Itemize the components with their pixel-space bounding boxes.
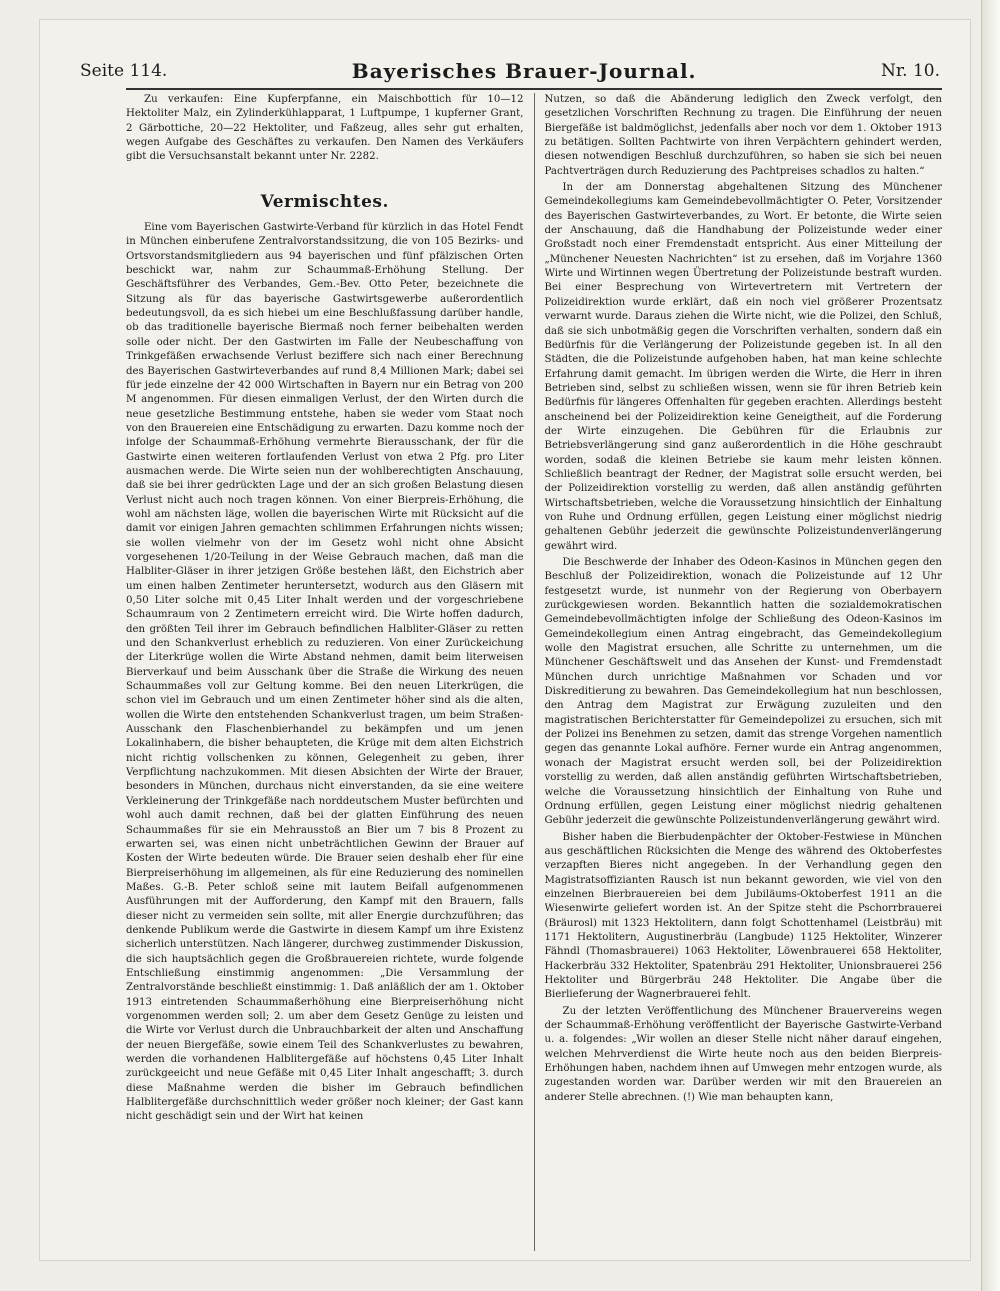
article-paragraph: Nutzen, so daß die Abänderung lediglich den Zweck verfolgt, den gesetzlichen Vorschriften Rechnung zu tragen. Die Einführung der neuen Biergefäße ist baldmöglichst, jedenfalls aber noch vor dem 1. Oktober 1913 zu betätigen. Sollten Pachtwirte von ihren Verpächtern gehindert werden, diesen notwendigen Beschluß durchzuführen, so haben sie sich bei neuen Pachtverträgen durch Reduzierung des Pachtpreises schadlos zu halten.“	[544, 94, 942, 177]
article-paragraph: In der am Donnerstag abgehaltenen Sitzung des Münchener Gemeindekollegiums kam Gemeindebevollmächtigter O. Peter, Vorsitzender des Bayerischen Gastwirteverbandes, zu Wort. Er betonte, die Wirte seien der Anschauung, daß die Handhabung der Polizeistunde weder einer Großstadt noch einer Fremdenstadt entspricht. Aus einer Mitteilung der „Münchener Neuesten Nachrichten“ ist zu ersehen, daß im Vorjahre 1360 Wirte und Wirtinnen wegen Übertretung der Polizeistunde bestraft wurden. Bei einer Besprechung von Wirtevertretern mit Vertretern der Polizeidirektion wurde erklärt, daß ein noch viel größerer Prozentsatz verwarnt wurde. Daraus ziehen die Wirte nicht, wie die Polizei, den Schluß, daß sie sich unbotmäßig gegen die Vorschriften verhalten, sondern daß ein Bedürfnis für die Verlängerung der Polizeistunde gegeben ist. In all den Städten, die die Polizeistunde aufgehoben haben, hat man keine schlechte Erfahrung damit gemacht. Im übrigen werden die Wirte, die Herr in ihren Betrieben sind, selbst zu schließen wissen, wenn sie für ihren Betrieb kein Bedürfnis für längeres Offenhalten für gegeben erachten. Allerdings besteht anscheinend bei der Polizeidirektion keine Geneigtheit, auf die Forderung der Wirte einzugehen. Die Gebühren für die Erlaubnis zur Betriebsverlängerung sind ganz außerordentlich in die Höhe geschraubt worden, sodaß die kleinen Betriebe sie kaum mehr leisten können. Schließlich beantragt der Redner, der Magistrat solle ersucht werden, bei der Polizeidirektion vorstellig zu werden, daß allen anständig geführten Wirtschaftsbetrieben, welche die Voraussetzung hinsichtlich der Einhaltung von Ruhe und Ordnung erfüllen, gegen Leistung einer möglichst niedrig gehaltenen Gebühr jederzeit die gewünschte Polizeistundenverlängerung gewährt wird.	[544, 182, 942, 552]
header-rule	[126, 88, 942, 90]
page-header	[80, 56, 940, 86]
section-heading: Vermischtes.	[260, 191, 389, 212]
article-paragraph: Eine vom Bayerischen Gastwirte-Verband für kürzlich in das Hotel Fendt in München einberufene Zentralvorstandssitzung, die von 105 Bezirks- und Ortsvorstandsmitgliedern aus 94 bayerischen und fünf pfälzischen Orten beschickt war, nahm zur Schaummaß-Erhöhung Stellung. Der Geschäftsführer des Verbandes, Gem.-Bev. Otto Peter, bezeichnete die Sitzung als für das bayerische Gastwirtsgewerbe außerordentlich bedeutungsvoll, da es sich hiebei um eine Beschlußfassung darüber handle, ob das traditionelle bayerische Biermaß noch ferner beibehalten werden solle oder nicht. Der den Gastwirten im Falle der Neubeschaffung von Trinkgefäßen erwachsende Verlust beziffere sich nach einer Berechnung des Bayerischen Gastwirteverbandes auf rund 8,4 Millionen Mark; dabei sei für jede einzelne der 42 000 Wirtschaften in Bayern nur ein Betrag von 200 M angenommen. Für diesen einmaligen Verlust, der den Wirten durch die neue gesetzliche Bestimmung entstehe, haben sie weder vom Staat noch von den Brauereien eine Entschädigung zu erwarten. Dazu komme noch der infolge der Schaummaß-Erhöhung vermehrte Bierausschank, der für die Gastwirte einen weiteren fortlaufenden Verlust von etwa 2 Pfg. pro Liter ausmachen werde. Die Wirte seien nun der wohlberechtigten Anschauung, daß sie bei ihrer gedrückten Lage und der an sich großen Belastung diesen Verlust nicht auch noch tragen können. Von einer Bierpreis-Erhöhung, die wohl am nächsten läge, wollen die bayerischen Wirte mit Rücksicht auf die damit vor einigen Jahren gemachten schlimmen Erfahrungen nichts wissen; sie wollen vielmehr von der im Gesetz wohl nicht ohne Absicht vorgesehenen 1/20-Teilung in der Weise Gebrauch machen, daß man die Halbliter-Gläser in ihrer jetzigen Größe bestehen läßt, den Eichstrich aber um einen halben Zentimeter heruntersetzt, wodurch aus den Gläsern mit 0,50 Liter solche mit 0,45 Liter Inhalt werden und der vorgeschriebene Schaumraum von 2 Zentimetern erreicht wird. Die Wirte hoffen dadurch, den größten Teil ihrer im Gebrauch befindlichen Halbliter-Gläser zu retten und den Schankverlust erheblich zu reduzieren. Von einer Zurückeichung der Literkrüge wollen die Wirte Abstand nehmen, damit beim literweisen Bierverkauf und beim Ausschank über die Straße die Wirkung des neuen Schaummaßes voll zur Geltung komme. Bei den neuen Literkrügen, die schon viel im Gebrauch und um einen Zentimeter höher sind als die alten, wollen die Wirte den entstehenden Schankverlust tragen, um beim Straßen-Ausschank den Flaschenbierhandel zu bekämpfen und um jenen Lokalinhabern, die bisher behaupteten, die Krüge mit dem alten Eichstrich nicht richtig vollschenken zu können, Gelegenheit zu geben, ihrer Verpflichtung nachzukommen. Mit diesen Absichten der Wirte der Brauer, besonders in München, durchaus nicht einverstanden, da sie eine weitere Verkleinerung der Trinkgefäße nach norddeutschem Muster befürchten und wohl auch damit rechnen, daß bei der glatten Einführung des neuen Schaummaßes für sie ein Mehrausstoß an Bier um 7 bis 8 Prozent zu erwarten sei, was einen nicht unbeträchtlichen Gewinn der Brauer auf Kosten der Wirte bedeuten würde. Die Brauer seien deshalb eher für eine Bierpreiserhöhung im allgemeinen, als für eine Reduzierung des nominellen Maßes. G.-B. Peter schloß seine mit lautem Beifall aufgenommenen Ausführungen mit der Aufforderung, den Kampf mit den Brauern, falls dieser nicht zu vermeiden sein sollte, mit aller Energie durchzuführen; das denkende Publikum werde die Gastwirte in diesem Kampf um ihre Existenz sicherlich unterstützen. Nach längerer, durchweg zustimmender Diskussion, die sich hauptsächlich gegen die Großbrauereien richtete, wurde folgende Entschließung einstimmig angenommen: „Die Versammlung der Zentralvorstände beschließt einstimmig: 1. Daß anläßlich der am 1. Oktober 1913 eintretenden Schaummaßerhöhung eine Bierpreiserhöhung nicht vorgenommen werden soll; 2. um aber dem Gesetz Genüge zu leisten und die Wirte vor Verlust durch die Unbrauchbarkeit der alten und Anschaffung der neuen Biergefäße, sowie einem Teil des Schankverlustes zu bewahren, werden die vorhandenen Halblitergefäße auf höchstens 0,45 Liter Inhalt zurückgeeicht und neue Gefäße mit 0,45 Liter Inhalt angeschafft; 3. durch diese Maßnahme werden die bisher im Gebrauch befindlichen Halblitergefäße durchschnittlich weder größer noch kleiner; der Gast kann nicht geschädigt sein und der Wirt hat keinen	[126, 222, 524, 1123]
column-divider	[534, 93, 535, 1251]
article-paragraph: Bisher haben die Bierbudenpächter der Oktober-Festwiese in München aus geschäftlichen Rücksichten die Menge des während des Oktoberfestes verzapften Bieres nicht angegeben. In der Verhandlung gegen den Magistratsoffizianten Rausch ist nun bekannt geworden, wie viel von den einzelnen Bierbrauereien bei dem Jubiläums-Oktoberfest 1911 an die Wiesenwirte geliefert worden ist. An der Spitze steht die Pschorrbrauerei (Bräurosl) mit 1323 Hektolitern, dann folgt Schottenhamel (Leistbräu) mit 1171 Hektolitern, Augustinerbräu (Langbude) 1125 Hektoliter, Winzerer Fähndl (Thomasbrauerei) 1063 Hektoliter, Löwenbrauerei 658 Hektoliter, Hackerbräu 332 Hektoliter, Spatenbräu 291 Hektoliter, Unionsbrauerei 256 Hektoliter und Bürgerbräu 248 Hektoliter. Die Angabe über die Bierlieferung der Wagnerbrauerei fehlt.	[544, 831, 942, 1001]
left-column	[126, 93, 524, 1251]
journal-title: Bayerisches Brauer-Journal.	[351, 59, 697, 83]
book-binding-edge	[981, 0, 1000, 1291]
article-paragraph: Die Beschwerde der Inhaber des Odeon-Kasinos in München gegen den Beschluß der Polizeidirektion, wonach die Polizeistunde auf 12 Uhr festgesetzt wurde, ist nunmehr von der Regierung von Oberbayern zurückgewiesen worden. Bekanntlich hatten die sozialdemokratischen Gemeindebevollmächtigten infolge der Schließung des Odeon-Kasinos im Gemeindekollegium einen Antrag eingebracht, das Gemeindekollegium wolle den Magistrat ersuchen, alle Schritte zu unternehmen, um die Münchener Geschäftswelt und das Ansehen der Kunst- und Fremdenstadt München durch unrichtige Maßnahmen vor Schaden und vor Diskreditierung zu bewahren. Das Gemeindekollegium hat nun beschlossen, den Antrag dem Magistrat zur Erwägung zuzuleiten und den magistratischen Berichterstatter für Gemeindepolizei zu ersuchen, sich mit der Polizei ins Benehmen zu setzen, damit das strenge Vorgehen namentlich gegen das genannte Lokal aufhöre. Ferner wurde ein Antrag angenommen, wonach der Magistrat ersucht werden soll, bei der Polizeidirektion vorstellig zu werden, daß allen anständig geführten Wirtschaftsbetrieben, welche die Voraussetzung hinsichtlich der Einhaltung von Ruhe und Ordnung erfüllen, gegen Leistung einer möglichst niedrig gehaltenen Gebühr jederzeit die gewünschte Polizeistundenverlängerung gewährt wird.	[544, 557, 942, 827]
classified-ad: Zu verkaufen: Eine Kupferpfanne, ein Maischbottich für 10—12 Hektoliter Malz, ein Zylinderkühlapparat, 1 Luftpumpe, 1 kupferner Grant, 2 Gärbottiche, 20—22 Hektoliter, und Faßzeug, alles sehr gut erhalten, wegen Aufgabe des Geschäftes zu verkaufen. Den Namen des Verkäufers gibt die Versuchsanstalt bekannt unter Nr. 2282.	[126, 94, 524, 163]
article-columns	[126, 93, 942, 1251]
article-paragraph: Zu der letzten Veröffentlichung des Münchener Brauervereins wegen der Schaummaß-Erhöhung veröffentlicht der Bayerische Gastwirte-Verband u. a. folgendes: „Wir wollen an dieser Stelle nicht näher darauf eingehen, welchen Mehrverdienst die Wirte heute noch aus den beiden Bierpreis-Erhöhungen haben, nachdem ihnen auf Umwegen mehr entzogen wurde, als zugestanden worden war. Darüber werden wir mit den Brauereien an anderer Stelle abrechnen. (!) Wie man behaupten kann,	[544, 1005, 942, 1103]
issue-number: Nr. 10.	[881, 61, 940, 81]
right-column	[545, 93, 943, 1251]
page-number: Seite 114.	[80, 61, 168, 81]
